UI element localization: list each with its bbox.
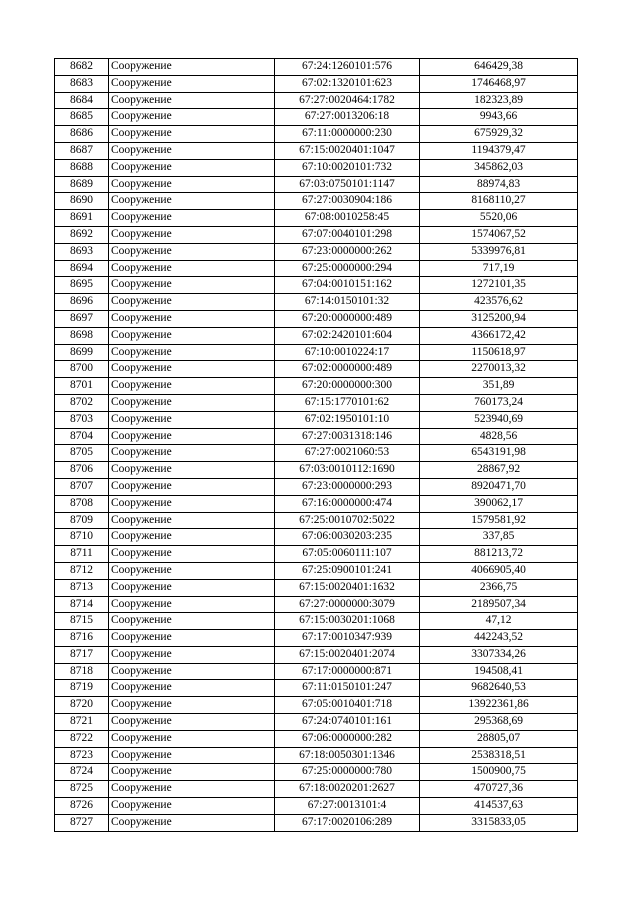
object-type-cell: Сооружение: [109, 226, 275, 243]
cadastral-number-cell: 67:18:0050301:1346: [275, 747, 420, 764]
cadastral-number-cell: 67:08:0010258:45: [275, 210, 420, 227]
table-row: [55, 445, 578, 462]
table-row: [55, 193, 578, 210]
cadastral-number-cell: 67:02:1950101:10: [275, 411, 420, 428]
cadastral-value-cell: 1272101,35: [420, 277, 578, 294]
cadastral-value-cell: 28867,92: [420, 462, 578, 479]
cadastral-value-cell: 1579581,92: [420, 512, 578, 529]
cadastral-number-cell: 67:15:0020401:2074: [275, 646, 420, 663]
cadastral-number-cell: 67:25:0000000:780: [275, 764, 420, 781]
table-row: [55, 226, 578, 243]
registry-table-body: [55, 59, 578, 832]
table-row: [55, 495, 578, 512]
object-type-cell: Сооружение: [109, 529, 275, 546]
cadastral-value-cell: 88974,83: [420, 176, 578, 193]
cadastral-value-cell: 295368,69: [420, 714, 578, 731]
row-number-cell: 8715: [55, 613, 109, 630]
table-row: [55, 613, 578, 630]
table-row: [55, 630, 578, 647]
cadastral-number-cell: 67:10:0010224:17: [275, 344, 420, 361]
object-type-cell: Сооружение: [109, 546, 275, 563]
row-number-cell: 8699: [55, 344, 109, 361]
cadastral-number-cell: 67:25:0900101:241: [275, 562, 420, 579]
cadastral-number-cell: 67:27:0000000:3079: [275, 596, 420, 613]
object-type-cell: Сооружение: [109, 294, 275, 311]
cadastral-value-cell: 4366172,42: [420, 327, 578, 344]
cadastral-number-cell: 67:15:0030201:1068: [275, 613, 420, 630]
object-type-cell: Сооружение: [109, 310, 275, 327]
object-type-cell: Сооружение: [109, 781, 275, 798]
cadastral-value-cell: 1500900,75: [420, 764, 578, 781]
row-number-cell: 8697: [55, 310, 109, 327]
object-type-cell: Сооружение: [109, 344, 275, 361]
cadastral-number-cell: 67:17:0000000:871: [275, 663, 420, 680]
row-number-cell: 8723: [55, 747, 109, 764]
cadastral-number-cell: 67:15:0020401:1047: [275, 142, 420, 159]
object-type-cell: Сооружение: [109, 747, 275, 764]
row-number-cell: 8695: [55, 277, 109, 294]
cadastral-number-cell: 67:17:0010347:939: [275, 630, 420, 647]
registry-table: [54, 58, 578, 832]
cadastral-value-cell: 1746468,97: [420, 75, 578, 92]
table-row: [55, 327, 578, 344]
table-row: [55, 344, 578, 361]
row-number-cell: 8690: [55, 193, 109, 210]
cadastral-number-cell: 67:25:0010702:5022: [275, 512, 420, 529]
row-number-cell: 8693: [55, 243, 109, 260]
object-type-cell: Сооружение: [109, 142, 275, 159]
row-number-cell: 8717: [55, 646, 109, 663]
cadastral-number-cell: 67:20:0000000:489: [275, 310, 420, 327]
cadastral-value-cell: 2538318,51: [420, 747, 578, 764]
table-row: [55, 75, 578, 92]
object-type-cell: Сооружение: [109, 562, 275, 579]
table-row: [55, 646, 578, 663]
table-row: [55, 277, 578, 294]
row-number-cell: 8687: [55, 142, 109, 159]
row-number-cell: 8702: [55, 394, 109, 411]
cadastral-number-cell: 67:20:0000000:300: [275, 378, 420, 395]
cadastral-value-cell: 646429,38: [420, 59, 578, 76]
cadastral-value-cell: 2189507,34: [420, 596, 578, 613]
object-type-cell: Сооружение: [109, 210, 275, 227]
object-type-cell: Сооружение: [109, 445, 275, 462]
cadastral-number-cell: 67:05:0060111:107: [275, 546, 420, 563]
object-type-cell: Сооружение: [109, 411, 275, 428]
row-number-cell: 8683: [55, 75, 109, 92]
cadastral-value-cell: 182323,89: [420, 92, 578, 109]
cadastral-number-cell: 67:02:1320101:623: [275, 75, 420, 92]
cadastral-number-cell: 67:27:0013101:4: [275, 798, 420, 815]
table-row: [55, 714, 578, 731]
cadastral-value-cell: 345862,03: [420, 159, 578, 176]
row-number-cell: 8694: [55, 260, 109, 277]
table-row: [55, 126, 578, 143]
cadastral-number-cell: 67:15:0020401:1632: [275, 579, 420, 596]
object-type-cell: Сооружение: [109, 798, 275, 815]
row-number-cell: 8691: [55, 210, 109, 227]
cadastral-number-cell: 67:27:0021060:53: [275, 445, 420, 462]
object-type-cell: Сооружение: [109, 428, 275, 445]
cadastral-number-cell: 67:02:0000000:489: [275, 361, 420, 378]
row-number-cell: 8706: [55, 462, 109, 479]
cadastral-number-cell: 67:24:1260101:576: [275, 59, 420, 76]
cadastral-value-cell: 13922361,86: [420, 697, 578, 714]
row-number-cell: 8726: [55, 798, 109, 815]
object-type-cell: Сооружение: [109, 327, 275, 344]
cadastral-value-cell: 3315833,05: [420, 814, 578, 831]
row-number-cell: 8719: [55, 680, 109, 697]
table-row: [55, 596, 578, 613]
table-row: [55, 428, 578, 445]
table-row: [55, 814, 578, 831]
cadastral-number-cell: 67:06:0000000:282: [275, 730, 420, 747]
row-number-cell: 8716: [55, 630, 109, 647]
cadastral-value-cell: 881213,72: [420, 546, 578, 563]
row-number-cell: 8692: [55, 226, 109, 243]
row-number-cell: 8700: [55, 361, 109, 378]
object-type-cell: Сооружение: [109, 193, 275, 210]
table-row: [55, 411, 578, 428]
cadastral-value-cell: 4066905,40: [420, 562, 578, 579]
cadastral-number-cell: 67:18:0020201:2627: [275, 781, 420, 798]
cadastral-value-cell: 47,12: [420, 613, 578, 630]
row-number-cell: 8711: [55, 546, 109, 563]
object-type-cell: Сооружение: [109, 260, 275, 277]
row-number-cell: 8688: [55, 159, 109, 176]
object-type-cell: Сооружение: [109, 579, 275, 596]
cadastral-number-cell: 67:14:0150101:32: [275, 294, 420, 311]
table-row: [55, 294, 578, 311]
row-number-cell: 8684: [55, 92, 109, 109]
object-type-cell: Сооружение: [109, 126, 275, 143]
cadastral-value-cell: 9943,66: [420, 109, 578, 126]
row-number-cell: 8682: [55, 59, 109, 76]
table-row: [55, 176, 578, 193]
row-number-cell: 8713: [55, 579, 109, 596]
cadastral-number-cell: 67:27:0013206:18: [275, 109, 420, 126]
row-number-cell: 8714: [55, 596, 109, 613]
object-type-cell: Сооружение: [109, 361, 275, 378]
table-row: [55, 663, 578, 680]
cadastral-value-cell: 8920471,70: [420, 478, 578, 495]
row-number-cell: 8727: [55, 814, 109, 831]
object-type-cell: Сооружение: [109, 495, 275, 512]
object-type-cell: Сооружение: [109, 663, 275, 680]
table-row: [55, 478, 578, 495]
cadastral-number-cell: 67:16:0000000:474: [275, 495, 420, 512]
cadastral-value-cell: 675929,32: [420, 126, 578, 143]
table-row: [55, 747, 578, 764]
cadastral-value-cell: 1574067,52: [420, 226, 578, 243]
table-row: [55, 562, 578, 579]
row-number-cell: 8709: [55, 512, 109, 529]
cadastral-number-cell: 67:25:0000000:294: [275, 260, 420, 277]
cadastral-value-cell: 5339976,81: [420, 243, 578, 260]
cadastral-value-cell: 390062,17: [420, 495, 578, 512]
table-row: [55, 92, 578, 109]
table-row: [55, 697, 578, 714]
cadastral-number-cell: 67:03:0750101:1147: [275, 176, 420, 193]
object-type-cell: Сооружение: [109, 512, 275, 529]
cadastral-value-cell: 470727,36: [420, 781, 578, 798]
cadastral-number-cell: 67:03:0010112:1690: [275, 462, 420, 479]
object-type-cell: Сооружение: [109, 764, 275, 781]
table-row: [55, 781, 578, 798]
object-type-cell: Сооружение: [109, 394, 275, 411]
object-type-cell: Сооружение: [109, 75, 275, 92]
table-row: [55, 142, 578, 159]
object-type-cell: Сооружение: [109, 697, 275, 714]
cadastral-number-cell: 67:23:0000000:262: [275, 243, 420, 260]
cadastral-value-cell: 2366,75: [420, 579, 578, 596]
table-row: [55, 243, 578, 260]
object-type-cell: Сооружение: [109, 646, 275, 663]
cadastral-number-cell: 67:04:0010151:162: [275, 277, 420, 294]
cadastral-value-cell: 423576,62: [420, 294, 578, 311]
cadastral-value-cell: 4828,56: [420, 428, 578, 445]
cadastral-value-cell: 717,19: [420, 260, 578, 277]
cadastral-value-cell: 1194379,47: [420, 142, 578, 159]
cadastral-value-cell: 1150618,97: [420, 344, 578, 361]
cadastral-value-cell: 3125200,94: [420, 310, 578, 327]
table-row: [55, 210, 578, 227]
row-number-cell: 8705: [55, 445, 109, 462]
cadastral-number-cell: 67:27:0031318:146: [275, 428, 420, 445]
cadastral-number-cell: 67:06:0030203:235: [275, 529, 420, 546]
row-number-cell: 8708: [55, 495, 109, 512]
row-number-cell: 8722: [55, 730, 109, 747]
row-number-cell: 8701: [55, 378, 109, 395]
cadastral-value-cell: 9682640,53: [420, 680, 578, 697]
cadastral-value-cell: 3307334,26: [420, 646, 578, 663]
object-type-cell: Сооружение: [109, 92, 275, 109]
table-row: [55, 109, 578, 126]
cadastral-value-cell: 194508,41: [420, 663, 578, 680]
object-type-cell: Сооружение: [109, 176, 275, 193]
table-row: [55, 378, 578, 395]
object-type-cell: Сооружение: [109, 462, 275, 479]
row-number-cell: 8696: [55, 294, 109, 311]
cadastral-number-cell: 67:05:0010401:718: [275, 697, 420, 714]
cadastral-value-cell: 8168110,27: [420, 193, 578, 210]
row-number-cell: 8685: [55, 109, 109, 126]
row-number-cell: 8707: [55, 478, 109, 495]
row-number-cell: 8718: [55, 663, 109, 680]
cadastral-value-cell: 414537,63: [420, 798, 578, 815]
table-row: [55, 764, 578, 781]
table-row: [55, 260, 578, 277]
cadastral-value-cell: 442243,52: [420, 630, 578, 647]
cadastral-value-cell: 5520,06: [420, 210, 578, 227]
row-number-cell: 8712: [55, 562, 109, 579]
object-type-cell: Сооружение: [109, 378, 275, 395]
cadastral-value-cell: 2270013,32: [420, 361, 578, 378]
row-number-cell: 8710: [55, 529, 109, 546]
row-number-cell: 8686: [55, 126, 109, 143]
cadastral-number-cell: 67:10:0020101:732: [275, 159, 420, 176]
cadastral-number-cell: 67:17:0020106:289: [275, 814, 420, 831]
cadastral-number-cell: 67:15:1770101:62: [275, 394, 420, 411]
cadastral-value-cell: 760173,24: [420, 394, 578, 411]
cadastral-number-cell: 67:23:0000000:293: [275, 478, 420, 495]
cadastral-value-cell: 351,89: [420, 378, 578, 395]
cadastral-number-cell: 67:11:0000000:230: [275, 126, 420, 143]
table-row: [55, 579, 578, 596]
row-number-cell: 8703: [55, 411, 109, 428]
cadastral-value-cell: 523940,69: [420, 411, 578, 428]
table-row: [55, 361, 578, 378]
object-type-cell: Сооружение: [109, 730, 275, 747]
object-type-cell: Сооружение: [109, 680, 275, 697]
object-type-cell: Сооружение: [109, 630, 275, 647]
cadastral-number-cell: 67:24:0740101:161: [275, 714, 420, 731]
table-row: [55, 394, 578, 411]
table-row: [55, 529, 578, 546]
cadastral-number-cell: 67:27:0030904:186: [275, 193, 420, 210]
cadastral-value-cell: 337,85: [420, 529, 578, 546]
table-row: [55, 730, 578, 747]
row-number-cell: 8720: [55, 697, 109, 714]
row-number-cell: 8689: [55, 176, 109, 193]
object-type-cell: Сооружение: [109, 243, 275, 260]
row-number-cell: 8704: [55, 428, 109, 445]
object-type-cell: Сооружение: [109, 59, 275, 76]
object-type-cell: Сооружение: [109, 109, 275, 126]
table-row: [55, 462, 578, 479]
object-type-cell: Сооружение: [109, 277, 275, 294]
cadastral-number-cell: 67:02:2420101:604: [275, 327, 420, 344]
cadastral-value-cell: 6543191,98: [420, 445, 578, 462]
object-type-cell: Сооружение: [109, 613, 275, 630]
object-type-cell: Сооружение: [109, 714, 275, 731]
table-row: [55, 59, 578, 76]
cadastral-value-cell: 28805,07: [420, 730, 578, 747]
cadastral-number-cell: 67:07:0040101:298: [275, 226, 420, 243]
table-row: [55, 546, 578, 563]
table-row: [55, 680, 578, 697]
row-number-cell: 8698: [55, 327, 109, 344]
table-row: [55, 512, 578, 529]
table-row: [55, 798, 578, 815]
object-type-cell: Сооружение: [109, 478, 275, 495]
row-number-cell: 8724: [55, 764, 109, 781]
object-type-cell: Сооружение: [109, 814, 275, 831]
table-row: [55, 159, 578, 176]
cadastral-number-cell: 67:11:0150101:247: [275, 680, 420, 697]
row-number-cell: 8725: [55, 781, 109, 798]
row-number-cell: 8721: [55, 714, 109, 731]
object-type-cell: Сооружение: [109, 159, 275, 176]
table-row: [55, 310, 578, 327]
object-type-cell: Сооружение: [109, 596, 275, 613]
cadastral-number-cell: 67:27:0020464:1782: [275, 92, 420, 109]
